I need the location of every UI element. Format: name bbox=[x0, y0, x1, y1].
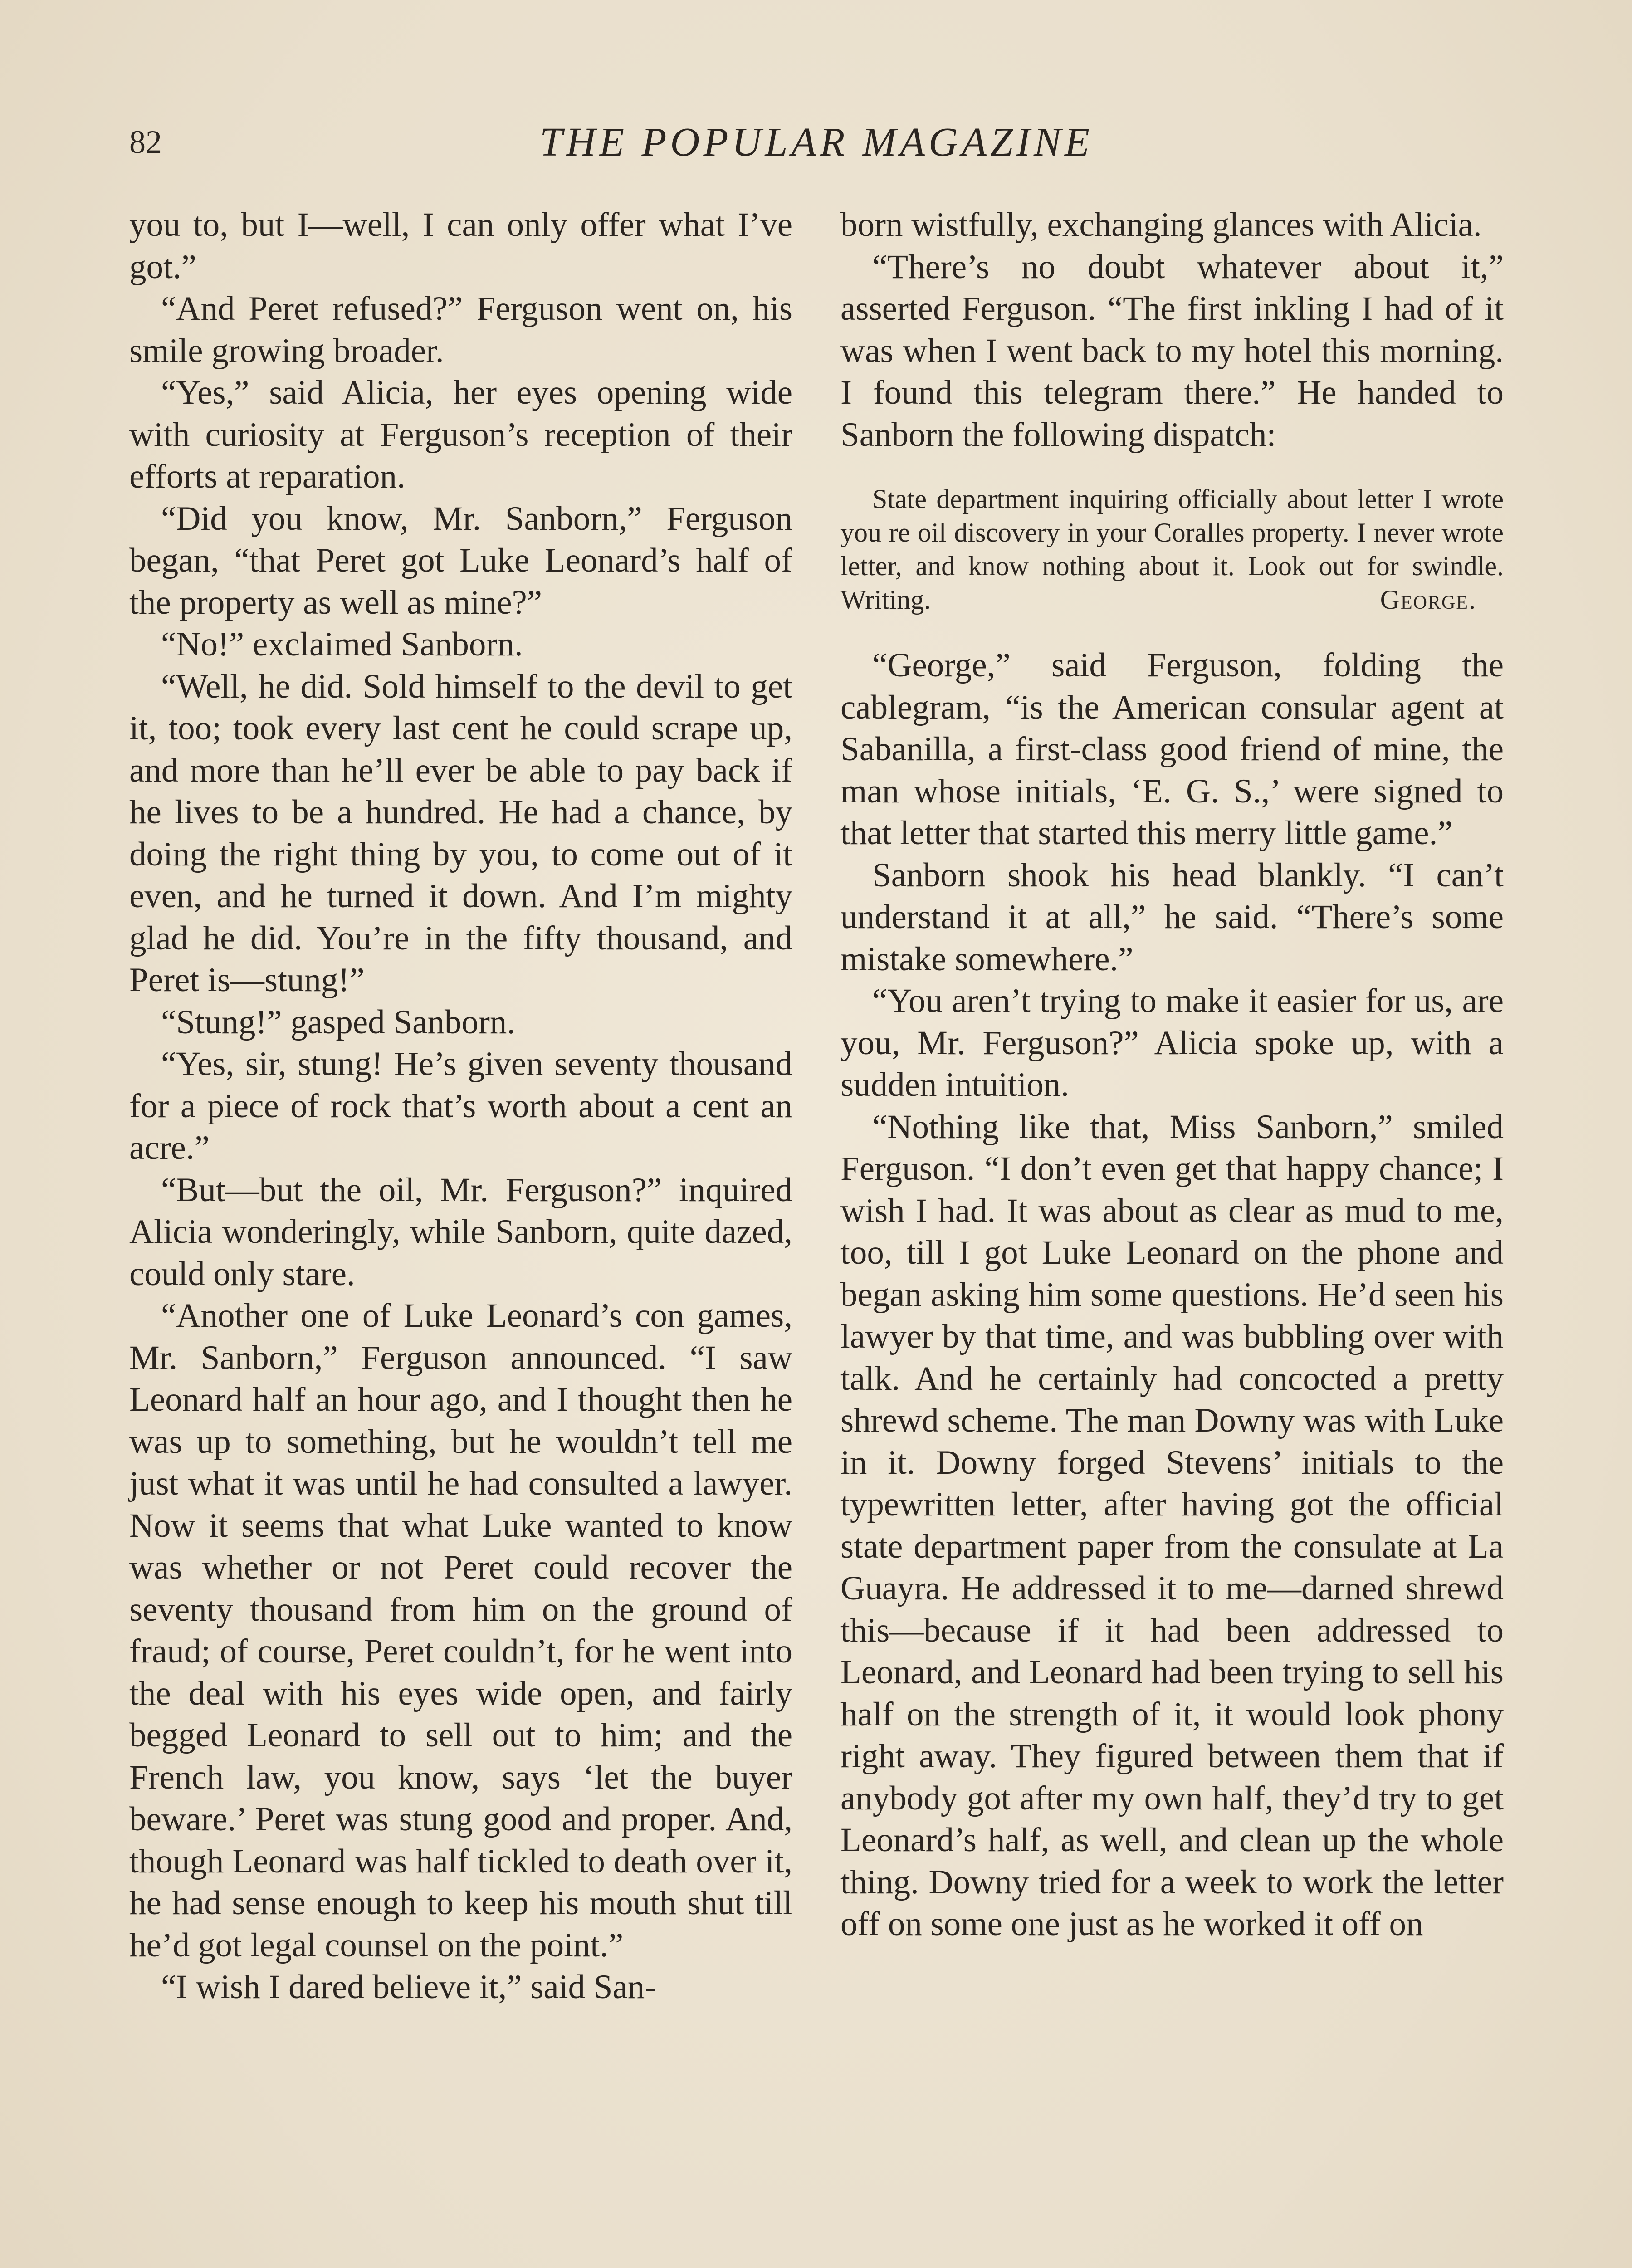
paragraph: you to, but I—well, I can only offer what I’ve got.” bbox=[129, 206, 792, 286]
paragraph: “Stung!” gasped Sanborn. bbox=[161, 1003, 516, 1041]
telegram-signature: George. bbox=[1380, 585, 1476, 615]
right-column bbox=[840, 204, 1504, 1945]
paragraph: “Another one of Luke Leonard’s con games, Mr. Sanborn,” Ferguson announced. “I saw Leonard half an hour ago, and I thought then he was up to something, but he wouldn’t tell me just what it was until he had consulted a lawyer. Now it seems that what Luke wanted to know was whether or not Peret could recover the seventy thousand from him on the ground of fraud; of course, Peret couldn’t, for he went into the deal with his eyes wide open, and fairly begged Leonard to sell out to him; and the French law, you know, says ‘let the buyer beware.’ Peret was stung good and proper. And, though Leonard was half tickled to death over it, he had sense enough to keep his mouth shut till he’d got legal counsel on the point.” bbox=[129, 1297, 792, 1964]
page-header bbox=[129, 119, 1504, 169]
paragraph: “You aren’t trying to make it easier for us, are you, Mr. Ferguson?” Alicia spoke up, with a sudden intuition. bbox=[840, 982, 1504, 1104]
telegram-quote bbox=[840, 482, 1504, 616]
paragraph: “Well, he did. Sold himself to the devil to get it, too; took every last cent he could scrape up, and more than he’ll ever be able to pay back if he lives to be a hundred. He had a chance, by doing the right thing by you, to come out of it even, and he turned it down. And I’m mighty glad he did. You’re in the fifty thousand, and Peret is—stung!” bbox=[129, 667, 792, 999]
paragraph: “But—but the oil, Mr. Ferguson?” inquired Alicia wonderingly, while Sanborn, quite dazed, could only stare. bbox=[129, 1171, 792, 1293]
page-number: 82 bbox=[129, 124, 162, 160]
paragraph: “I wish I dared believe it,” said San- bbox=[161, 1968, 656, 2006]
paragraph: born wistfully, exchanging glances with Alicia. bbox=[840, 206, 1482, 244]
paragraph: “No!” exclaimed Sanborn. bbox=[161, 626, 523, 663]
telegram-body: State department inquiring officially about letter I wrote you re oil discovery in your Coralles property. I never wrote letter, and know nothing about it. Look out for swindle. Writing. bbox=[840, 484, 1504, 615]
left-column bbox=[129, 204, 792, 2009]
paragraph: “And Peret refused?” Ferguson went on, his smile growing broader. bbox=[129, 290, 792, 370]
paragraph: “Yes,” said Alicia, her eyes opening wide with curiosity at Ferguson’s reception of their efforts at reparation. bbox=[129, 374, 792, 495]
running-title: THE POPULAR MAGAZINE bbox=[540, 120, 1093, 165]
paragraph: “Did you know, Mr. Sanborn,” Ferguson began, “that Peret got Luke Leonard’s half of the property as well as mine?” bbox=[129, 499, 792, 621]
paragraph: “Yes, sir, stung! He’s given seventy thousand for a piece of rock that’s worth about a cent an acre.” bbox=[129, 1045, 792, 1167]
paragraph: “George,” said Ferguson, folding the cablegram, “is the American consular agent at Sabanilla, a first-class good friend of mine, the man whose initials, ‘E. G. S.,’ were signed to that letter that started this merry little game.” bbox=[840, 646, 1504, 852]
paragraph: “Nothing like that, Miss Sanborn,” smiled Ferguson. “I don’t even get that happy chance; I wish I had. It was about as clear as mud to me, too, till I got Luke Leonard on the phone and began asking him some questions. He’d seen his lawyer by that time, and was bubbling over with talk. And he certainly had concocted a pretty shrewd scheme. The man Downy was with Luke in it. Downy forged Stevens’ initials to the typewritten letter, after having got the official state department paper from the consulate at La Guayra. He addressed it to me—darned shrewd this—because if it had been addressed to Leonard, and Leonard had been trying to sell his half on the strength of it, it would look phony right away. They figured between them that if anybody got after my own half, they’d try to get Leonard’s half, as well, and clean up the whole thing. Downy tried for a week to work the letter off on some one just as he worked it off on bbox=[840, 1108, 1504, 1943]
paragraph: “There’s no doubt whatever about it,” asserted Ferguson. “The first inkling I had of it was when I went back to my hotel this morning. I found this telegram there.” He handed to Sanborn the following dispatch: bbox=[840, 248, 1504, 454]
paragraph: Sanborn shook his head blankly. “I can’t understand it at all,” he said. “There’s some mistake somewhere.” bbox=[840, 856, 1504, 978]
